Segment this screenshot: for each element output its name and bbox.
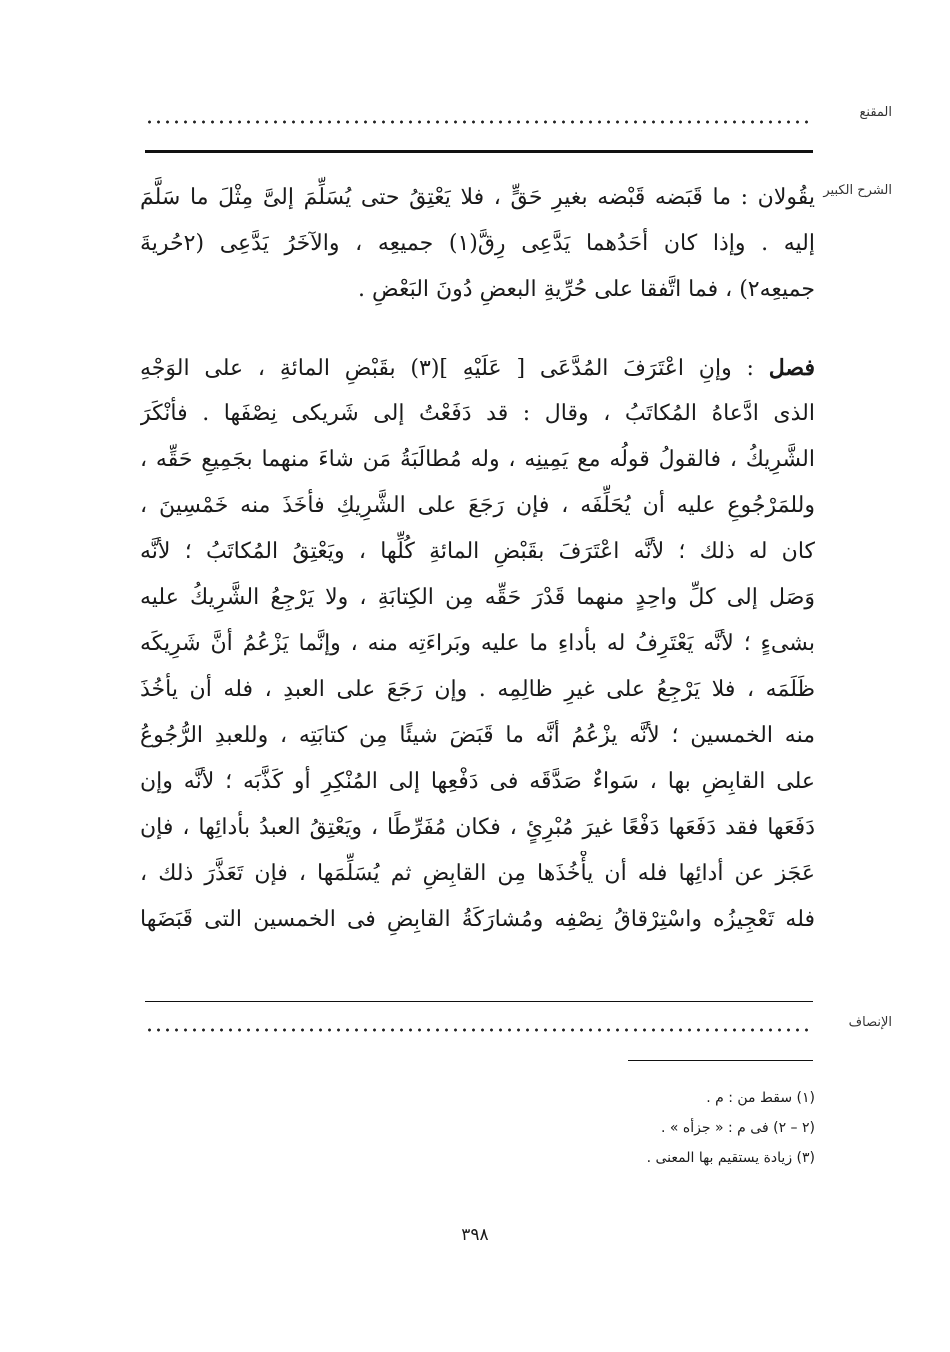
page-number: ٣٩٨	[461, 1225, 489, 1245]
text-line: عَجَز عن أدائِها فله أن يأْخُذَها مِن القابِضِ ثم يُسَلِّمَها ، فإن تَعَذَّرَ ذلك ،	[140, 861, 815, 886]
text-line: بشىءٍ ؛ لأنَّه يَعْتَرِفُ له بأداءِ ما عليه وبَراءَتِه منه ، وإنَّما يَزْعُمُ أنَّ شَرِيكَه	[140, 631, 815, 656]
commentary-paragraph	[140, 175, 815, 313]
fasl-paragraph	[140, 345, 815, 943]
footnote: (٢ – ٢) فى م : « جزأه » .	[661, 1120, 815, 1136]
text-line: يقُولان : ما قَبَضه قَبْضه بغيرِ حَقٍّ ، فلا يَعْتِقُ حتى يُسَلِّمَ إلىَّ مِثْلَ ما سَلَّمَ	[140, 185, 815, 210]
text-line: كان له ذلك ؛ لأنَّه اعْتَرَفَ بقَبْضِ المائةِ كُلِّها ، ويَعْتِقُ المُكاتَبُ ؛ لأنَّه	[140, 539, 815, 564]
text-line: منه الخمسين ؛ لأنَّه يزْعُمُ أنَّه ما قَبَضَ شيئًا مِن كتابَتِه ، وللعبدِ الرُّجُوعُ	[140, 723, 815, 748]
book-label-muqni: المقنع	[859, 105, 892, 120]
text-line: دَفَعَها فقد دَفَعَها دَفْعًا غيرَ مُبْرِئٍ ، فكان مُفَرِّطًا ، ويَعْتِقُ العبدُ بأدائِها ، فإن	[140, 815, 815, 840]
text-line: الذى ادَّعاهُ المُكاتَبُ ، وقال : قد دَفَعْتُ إلى شَريكى نِصْفَها . فأنْكَرَ	[140, 401, 815, 426]
text-line: على القابِضِ بها ، سَواءٌ صَدَّقَه فى دَفْعِها إلى المُنْكِرِ أو كَذَّبَه ؛ لأنَّه وإن	[140, 769, 815, 794]
fasl-heading: فصل	[768, 355, 815, 381]
footnote: (٣) زيادة يستقيم بها المعنى .	[646, 1150, 815, 1166]
text-line: فصل : وإنِ اعْتَرَفَ المُدَّعَى [ عَلَيْهِ ](٣) بقَبْضِ المائةِ ، على الوَجْهِ	[140, 355, 815, 381]
footnotes	[140, 1083, 815, 1173]
insaf-label: الإنصاف	[848, 1015, 892, 1030]
footnote: (١) سقط من : م .	[706, 1090, 815, 1106]
text-line: فله تَعْجِيزُه واسْتِرْقاقُ نِصْفِه ومُشارَكَةُ القابِضِ فى الخمسين التى قَبَضَها	[140, 907, 815, 932]
insaf-dotted-line	[145, 1028, 813, 1032]
commentary-label: الشرح الكبير	[823, 183, 892, 198]
header-thick-rule	[145, 150, 813, 153]
text-line: الشَّرِيكُ ، فالقولُ قولُه مع يَمِينِه ، وله مُطالَبَةُ مَن شاءَ منهما بجَمِيعِ حَقِّه ،	[140, 447, 815, 472]
text-line: إليه . وإذا كان أحَدُهما يَدَّعِى رِقَّ(١) جميعِه ، والآخَرُ يَدَّعِى (٢حُريةَ	[140, 231, 815, 256]
text-line: وللمَرْجُوعِ عليه أن يُحَلِّفَه ، فإن رَجَعَ على الشَّرِيكِ فأخَذَ منه خَمْسِينَ ،	[140, 493, 815, 518]
text-line: جميعِه٢) ، فما اتَّفقا على حُرِّيةِ البعضِ دُونَ البَعْضِ .	[358, 277, 815, 302]
header-dotted-line	[145, 120, 813, 124]
text-bottom-rule	[145, 1001, 813, 1002]
footnote-separator	[628, 1060, 813, 1061]
text-line: ظَلَمَه ، فلا يَرْجِعُ على غيرِ ظالِمِه . وإن رَجَعَ على العبدِ ، فله أن يأخُذَ	[140, 677, 815, 702]
text-line: وَصَل إلى كلِّ واحِدٍ منهما قَدْرَ حَقِّه مِن الكِتابَةِ ، ولا يَرْجِعُ الشَّرِيكُ عليه	[140, 585, 815, 610]
